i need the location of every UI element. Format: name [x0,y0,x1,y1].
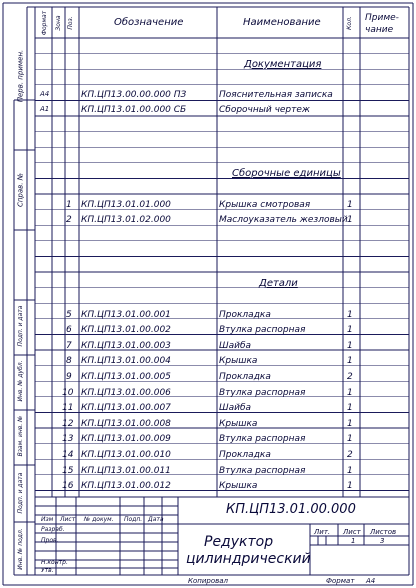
part-row-qty: 1 [347,356,353,367]
part-row-qty: 1 [347,418,353,429]
part-row-qty: 1 [347,403,353,414]
tb-document-code: КП.ЦП13.01.00.000 [226,502,356,517]
section-parts: Детали [259,278,298,289]
part-row-designation: КП.ЦП13.01.00.009 [81,434,171,445]
part-row-designation: КП.ЦП13.01.00.001 [81,309,171,320]
tb-razrab: Разраб. [41,526,65,533]
part-row-name: Втулка распорная [219,325,306,336]
header-zona: Зона [55,15,62,31]
part-row-designation: КП.ЦП13.01.00.004 [81,356,171,367]
part-row-name: Прокладка [219,309,271,320]
part-row-name: Втулка распорная [219,465,306,476]
side-label-podp-data-1: Подп. и дата [17,305,24,347]
tb-col-data: Дата [148,516,164,523]
tb-n-kontr: Н.контр. [41,559,68,566]
part-row-name: Втулка распорная [219,387,306,398]
part-row-pos: 13 [62,434,74,445]
part-row-qty: 2 [347,371,353,382]
tb-utv: Утв. [41,567,54,574]
header-naimenovanie: Наименование [243,17,321,28]
part-row-pos: 6 [66,325,72,336]
tb-product-name-2: цилиндрический [186,551,311,567]
part-row-pos: 12 [62,418,74,429]
part-row-name: Шайба [219,340,252,351]
tb-product-name-1: Редуктор [204,534,274,550]
section-documentation: Документация [244,59,322,70]
assembly-row-designation: КП.ЦП13.01.01.000 [81,199,171,210]
part-row-qty: 1 [347,387,353,398]
part-row-qty: 1 [347,325,353,336]
part-row-pos: 8 [66,356,72,367]
footer-format-label: Формат [326,577,355,585]
part-row-qty: 1 [347,340,353,351]
side-label-perv-primen: Перв. примен. [16,49,25,103]
assembly-row-pos: 1 [66,199,72,210]
part-row-pos: 5 [66,309,72,320]
part-row-pos: 11 [62,403,74,414]
part-row-qty: 1 [347,434,353,445]
header-kol: Кол. [346,16,353,30]
tb-col-dokum: № докум. [84,516,114,523]
part-row-qty: 2 [347,449,353,460]
doc-row-name: Пояснительная записка [219,89,333,100]
part-row-pos: 10 [62,387,74,398]
part-row-name: Прокладка [219,449,271,460]
doc-row-name: Сборочный чертеж [219,105,311,116]
part-row-name: Прокладка [219,371,271,382]
part-row-designation: КП.ЦП13.01.00.007 [81,403,171,414]
header-poz: Поз. [67,16,74,30]
tb-col-list: Лист [60,516,76,523]
doc-row-designation: КП.ЦП13.01.00.000 СБ [81,105,187,116]
part-row-qty: 1 [347,465,353,476]
tb-sheet-label: Лист [343,528,361,536]
assembly-row-qty: 1 [347,215,353,226]
part-row-designation: КП.ЦП13.01.00.012 [81,481,171,492]
assembly-row-name: Крышка смотровая [219,199,311,210]
part-row-name: Крышка [219,481,258,492]
part-row-pos: 7 [66,340,72,351]
header-prim-2: чание [365,25,394,35]
doc-row-designation: КП.ЦП13.00.00.000 ПЗ [81,89,187,100]
tb-col-podp: Подп. [124,516,143,523]
assembly-row-designation: КП.ЦП13.01.02.000 [81,215,171,226]
part-row-name: Шайба [219,403,252,414]
part-row-pos: 16 [62,481,74,492]
side-label-sprav: Справ. № [16,172,25,208]
assembly-row-qty: 1 [347,199,353,210]
tb-sheet-value: 1 [351,537,356,545]
tb-lit-label: Лит. [314,528,331,536]
doc-row-format: А4 [40,89,50,98]
part-row-pos: 9 [66,371,72,382]
part-row-designation: КП.ЦП13.01.00.006 [81,387,171,398]
part-row-pos: 15 [62,465,74,476]
part-row-designation: КП.ЦП13.01.00.011 [81,465,171,476]
section-assembly-units: Сборочные единицы [232,168,341,179]
part-row-designation: КП.ЦП13.01.00.010 [81,449,171,460]
part-row-designation: КП.ЦП13.01.00.008 [81,418,171,429]
footer-copied: Копировал [188,577,228,585]
side-label-inv-dubl: Инв. № дубл. [17,360,24,402]
tb-sheets-label: Листов [370,528,397,536]
header-format: Формат [41,10,48,36]
header-oboznachenie: Обозначение [114,17,184,28]
part-row-name: Крышка [219,356,258,367]
tb-prov: Пров. [41,537,59,544]
part-row-designation: КП.ЦП13.01.00.005 [81,371,171,382]
assembly-row-name: Маслоуказатель жезловый [219,215,348,226]
part-row-pos: 14 [62,449,74,460]
side-label-vzam-inv: Взам. инв. № [17,415,24,457]
part-row-designation: КП.ЦП13.01.00.003 [81,340,171,351]
tb-sheets-value: 3 [380,537,385,545]
part-row-name: Втулка распорная [219,434,306,445]
header-prim-1: Приме- [365,13,399,23]
part-row-designation: КП.ЦП13.01.00.002 [81,325,171,336]
part-row-name: Крышка [219,418,258,429]
side-label-inv-podl: Инв. № подл. [17,528,24,570]
side-label-podp-data-2: Подп. и дата [17,472,24,514]
tb-col-izm: Изм [41,516,54,523]
footer-format-value: А4 [366,577,376,585]
assembly-row-pos: 2 [66,215,72,226]
doc-row-format: А1 [40,105,50,114]
part-row-qty: 1 [347,481,353,492]
part-row-qty: 1 [347,309,353,320]
